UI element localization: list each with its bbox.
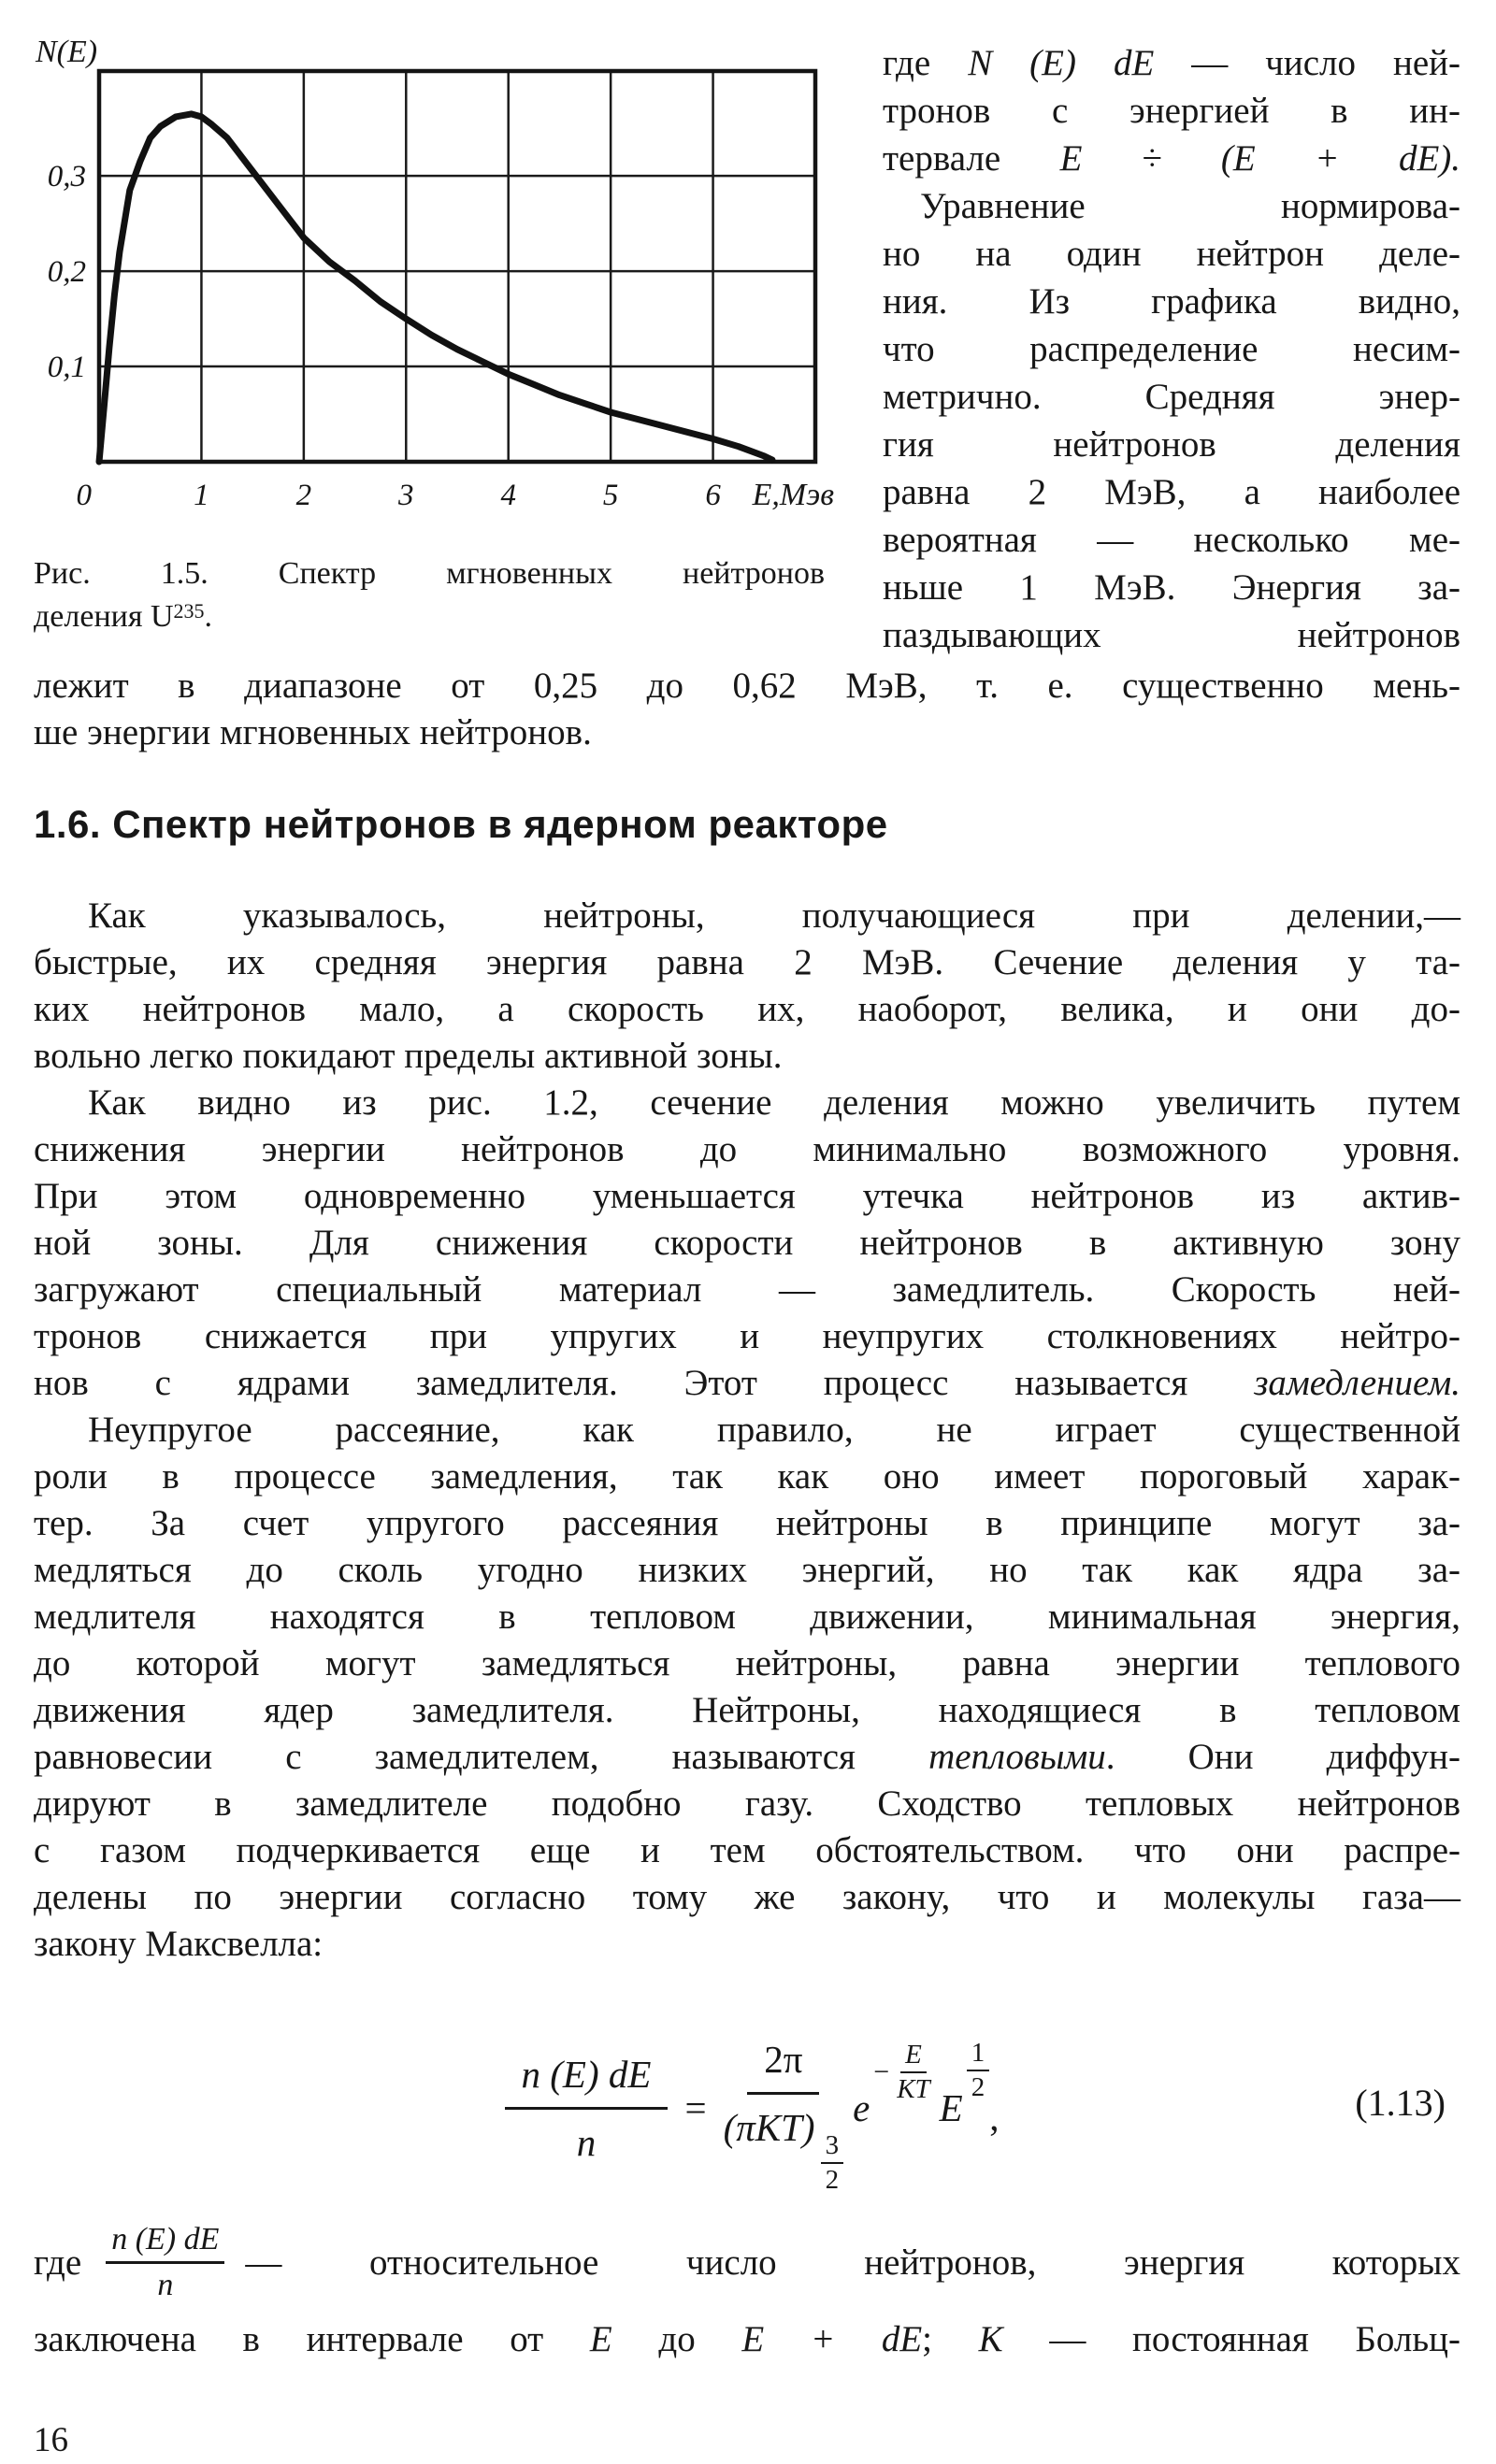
text-line: с газом подчеркивается еще и тем обстоятельством. что они распре-	[34, 1830, 1460, 1870]
text-line: ния. Из графика видно,	[883, 281, 1460, 322]
text-line: быстрые, их средняя энергия равна 2 МэВ. Сечение деления у та-	[34, 942, 1460, 982]
page-number: 16	[34, 2421, 68, 2460]
exponent-term: − $\frac{E}{KT}$	[873, 2040, 930, 2104]
lhs-fraction: $\frac{n (E) dE}{n}$	[505, 2051, 669, 2166]
text-line: Неупругое рассеяние, как правило, не играет существенной	[88, 1410, 1460, 1450]
text-line: тронов снижается при упругих и неупругих столкновениях нейтро-	[34, 1316, 1460, 1356]
section-heading: 1.6. Спектр нейтронов в ядерном реакторе	[34, 802, 888, 846]
text-line: гия нейтронов деления	[883, 424, 1460, 465]
text-line: до которой могут замедляться нейтроны, равна энергии теплового	[34, 1643, 1460, 1683]
text-line: вероятная — несколько ме-	[883, 520, 1460, 560]
text-line: Уравнение нормирова-	[920, 186, 1460, 226]
text-line: нов с ядрами замедлителя. Этот процесс называется замедлением.	[34, 1363, 1460, 1403]
spectrum-curve	[99, 114, 772, 462]
text-line: тервале E ÷ (E + dE).	[883, 138, 1460, 179]
right-text-column	[883, 22, 1460, 659]
exponent-three-halves: $\frac{3}{2}$	[821, 2132, 844, 2194]
x-axis-label: E,Мэв	[752, 478, 834, 512]
x-tick-label: 4	[500, 479, 516, 512]
equals-sign: =	[684, 2086, 707, 2129]
exponent-one-half: 1 2	[967, 2040, 990, 2101]
where-line-2: заключена в интервале от E до E + dE; K — постоянная Больц-	[34, 2319, 1461, 2360]
x-tick-label: 5	[602, 479, 619, 512]
text-line: Как указывалось, нейтроны, получающиеся при делении,—	[88, 895, 1460, 936]
text-line: При этом одновременно уменьшается утечка нейтронов из актив-	[34, 1176, 1460, 1216]
text-line: снижения энергии нейтронов до минимально возможного уровня.	[34, 1129, 1460, 1169]
caption-line-2: деления $U^{235}$.	[34, 599, 213, 634]
text-line: равновесии с замедлителем, называются тепловыми. Они диффун-	[34, 1737, 1460, 1777]
fission-spectrum-figure	[34, 22, 840, 532]
equation-1-13	[34, 1999, 1460, 2216]
top-region	[34, 22, 1460, 659]
text-line: медлителя находятся в тепловом движении, минимальная энергия,	[34, 1597, 1460, 1637]
text-line: ньше 1 МэВ. Энергия за-	[883, 567, 1460, 608]
text-line: закону Максвелла:	[34, 1924, 324, 1964]
text-line: медляться до сколь угодно низких энергий, но так как ядра за-	[34, 1550, 1460, 1590]
plot-frame	[99, 71, 815, 462]
figure-column	[34, 22, 840, 638]
text-line: ной зоны. Для снижения скорости нейтронов в активную зону	[34, 1223, 1460, 1263]
text-line: тронов с энергией в ин-	[883, 91, 1460, 131]
exponential-base: e	[853, 2086, 870, 2129]
coefficient-denominator: (πKT) $\frac{3}{2}$	[724, 2095, 844, 2181]
text-line: вольно легко покидают пределы активной зоны.	[34, 1036, 783, 1076]
text-line: делены по энергии согласно тому же закону, что и молекулы газа—	[34, 1877, 1460, 1917]
equation-number: (1.13)	[1355, 2082, 1446, 2124]
y-tick-label: 0,2	[47, 255, 86, 290]
x-tick-label: 6	[705, 479, 721, 512]
x-tick-label: 3	[398, 479, 414, 512]
text-line: метрично. Средняя энер-	[883, 377, 1460, 417]
figure-caption	[34, 552, 825, 638]
text-line: загружают специальный материал — замедлитель. Скорость ней-	[34, 1269, 1460, 1310]
text-line: роли в процессе замедления, так как оно имеет пороговый харак-	[34, 1456, 1460, 1497]
formula-comma: ,	[989, 2096, 1000, 2139]
body-text	[34, 893, 1460, 1968]
y-axis-label: N(E)	[36, 35, 98, 69]
y-tick-label: 0,1	[47, 351, 86, 385]
where-line-1: где n (E) dE n — относительное число нейтронов, энергия которых	[34, 2222, 1460, 2303]
caption-line-1: Рис. 1.5. Спектр мгновенных нейтронов	[34, 556, 825, 591]
fission-spectrum-chart	[34, 22, 840, 532]
x-tick-label: 1	[194, 479, 209, 512]
y-tick-label: 0,3	[47, 160, 86, 194]
text-line: Как видно из рис. 1.2, сечение деления можно увеличить путем	[88, 1082, 1460, 1123]
text-line: дируют в замедлителе подобно газу. Сходство тепловых нейтронов	[34, 1784, 1460, 1824]
text-line: где N (E) dE — число ней-	[883, 43, 1460, 83]
energy-factor: E	[939, 2086, 963, 2129]
text-line: но на один нейтрон деле-	[883, 234, 1460, 274]
inline-fraction: n (E) dE n	[106, 2222, 224, 2303]
text-line: ких нейтронов мало, а скорость их, наоборот, велика, и они до-	[34, 989, 1460, 1029]
text-line: паздывающих нейтронов	[883, 615, 1460, 655]
text-line: тер. За счет упругого рассеяния нейтроны в принципе могут за-	[34, 1503, 1460, 1543]
x-tick-label: 2	[295, 479, 312, 512]
superscript-235: 235	[173, 599, 205, 623]
text-line: лежит в диапазоне от 0,25 до 0,62 МэВ, т. е. существенно мень-	[34, 666, 1460, 706]
text-line: что распределение несим-	[883, 329, 1460, 369]
coefficient-fraction: 2π (πKT) $\frac{3}{2}$	[724, 2036, 844, 2181]
continuation-paragraph	[34, 663, 1460, 756]
where-clause	[34, 2222, 1460, 2363]
text-line: движения ядер замедлителя. Нейтроны, находящиеся в тепловом	[34, 1690, 1460, 1730]
text-line: ше энергии мгновенных нейтронов.	[34, 712, 592, 752]
text-line: равна 2 МэВ, а наиболее	[883, 472, 1460, 512]
x-tick-label: 0	[76, 479, 92, 512]
